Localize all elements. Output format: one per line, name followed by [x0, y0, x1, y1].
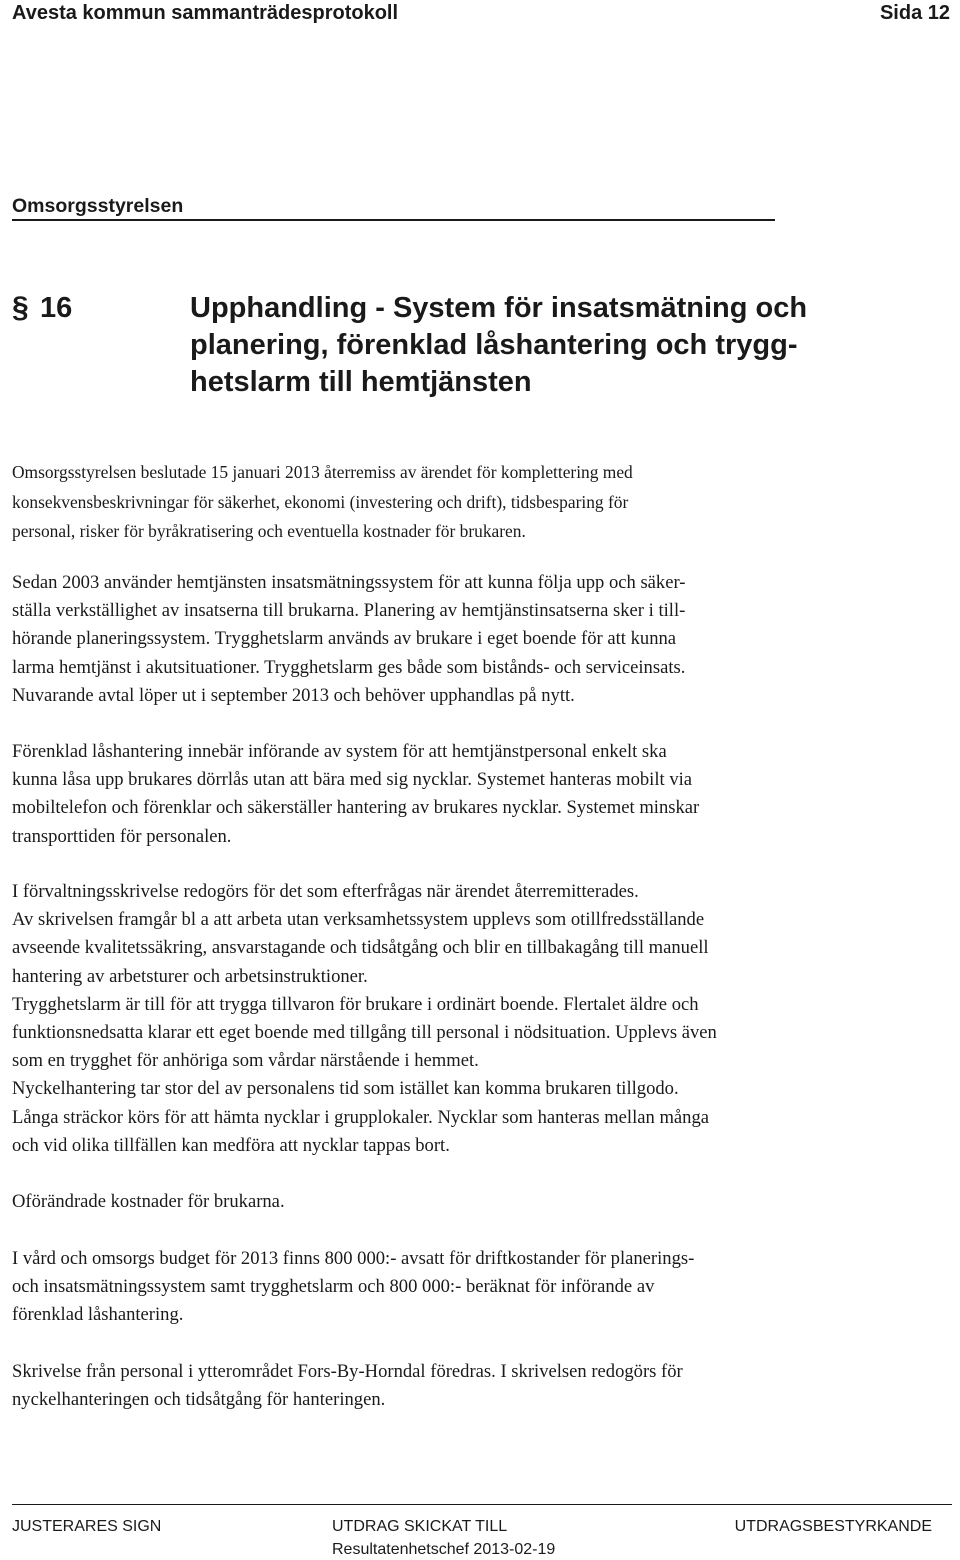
text-line: Förenklad låshantering innebär införande av system för att hemtjänstpersonal enkelt ska: [12, 741, 667, 762]
footer-sign-label: JUSTERARES SIGN: [12, 1518, 162, 1535]
item-number: 16: [40, 292, 73, 324]
text-line: nyckelhanteringen och tidsåtgång för hanteringen.: [12, 1389, 386, 1411]
text-line: ställa verkställighet av insatserna till brukarna. Planering av hemtjänstinsatserna sker i till-: [12, 600, 686, 622]
text-line: Sedan 2003 använder hemtjänsten insatsmätningssystem för att kunna följa upp och säker-: [12, 572, 686, 593]
document-header-title: Avesta kommun sammanträdesprotokoll: [12, 2, 399, 24]
text-line: Nuvarande avtal löper ut i september 2013 och behöver upphandlas på nytt.: [12, 684, 575, 706]
paragraph-costs: [12, 1188, 952, 1216]
footer-divider: [12, 1504, 952, 1505]
paragraph-lock-handling: [12, 738, 952, 851]
text-line: Skrivelse från personal i ytterområdet Fors-By-Horndal föredras. I skrivelsen redogörs för: [12, 1361, 683, 1382]
text-line: konsekvensbeskrivningar för säkerhet, ekonomi (investering och drift), tidsbesparing för: [12, 491, 629, 512]
text-line: I vård och omsorgs budget för 2013 finns 800 000:- avsatt för driftkostander för planerings-: [12, 1248, 695, 1269]
text-line: och insatsmätningssystem samt trygghetslarm och 800 000:- beräknat för införande av: [12, 1276, 655, 1298]
footer-certified-label: UTDRAGSBESTYRKANDE: [734, 1518, 932, 1535]
text-line: Nyckelhantering tar stor del av personalens tid som istället kan komma brukaren tillgodo.: [12, 1078, 679, 1100]
text-line: transporttiden för personalen.: [12, 825, 232, 847]
text-line: hantering av arbetsturer och arbetsinstruktioner.: [12, 965, 368, 987]
text-line: Långa sträckor körs för att hämta nycklar i grupplokaler. Nycklar som hanteras mellan många: [12, 1106, 710, 1128]
text-line: hörande planeringssystem. Trygghetslarm används av brukare i eget boende för att kunna: [12, 628, 677, 650]
paragraph-systems: [12, 569, 952, 710]
footer-extract-recipient: Resultatenhetschef 2013-02-19: [332, 1541, 556, 1558]
text-line: som en trygghet för anhöriga som vårdar närstående i hemmet.: [12, 1050, 479, 1072]
footer-extract-label: UTDRAG SKICKAT TILL: [332, 1518, 508, 1535]
text-line: larma hemtjänst i akutsituationer. Trygghetslarm ges både som bistånds- och serviceinsats.: [12, 656, 686, 678]
committee-underline: [12, 219, 775, 221]
page-number: Sida 12: [879, 2, 950, 24]
item-title-line: planering, förenklad låshantering och trygg-: [190, 329, 798, 361]
text-line: Av skrivelsen framgår bl a att arbeta utan verksamhetssystem upplevs som otillfredsställande: [12, 909, 705, 931]
text-line: mobiltelefon och förenklar och säkerställer hantering av brukares nycklar. Systemet minskar: [12, 797, 700, 819]
text-line: I förvaltningsskrivelse redogörs för det som efterfrågas när ärendet återremitterades.: [12, 881, 639, 902]
paragraph-report: [12, 878, 952, 1160]
text-line: funktionsnedsatta klarar ett eget boende med tillgång till personal i nödsituation. Upplevs även: [12, 1022, 717, 1044]
text-line: Trygghetslarm är till för att trygga tillvaron för brukare i ordinärt boende. Flertalet äldre och: [12, 993, 699, 1015]
text-line: Omsorgsstyrelsen beslutade 15 januari 2013 återremiss av ärendet för komplettering med: [12, 462, 633, 482]
paragraph-budget: [12, 1245, 952, 1330]
committee-name: Omsorgsstyrelsen: [12, 195, 184, 217]
text-line: kunna låsa upp brukares dörrlås utan att bära med sig nycklar. Systemet hanteras mobilt via: [12, 769, 693, 791]
text-line: och vid olika tillfällen kan medföra att nycklar tappas bort.: [12, 1134, 450, 1156]
section-sign: §: [12, 291, 29, 324]
text-line: avseende kvalitetssäkring, ansvarstagande och tidsåtgång och blir en tillbakagång till manuell: [12, 937, 709, 959]
item-title-line: Upphandling - System för insatsmätning och: [190, 292, 808, 324]
text-line: förenklad låshantering.: [12, 1304, 184, 1326]
intro-paragraph: [12, 458, 952, 547]
paragraph-staff-letter: [12, 1358, 952, 1414]
item-title: [190, 290, 920, 401]
item-title-line: hetslarm till hemtjänsten: [190, 366, 532, 398]
text-line: Oförändrade kostnader för brukarna.: [12, 1191, 285, 1212]
text-line: personal, risker för byråkratisering och eventuella kostnader för brukaren.: [12, 521, 526, 541]
